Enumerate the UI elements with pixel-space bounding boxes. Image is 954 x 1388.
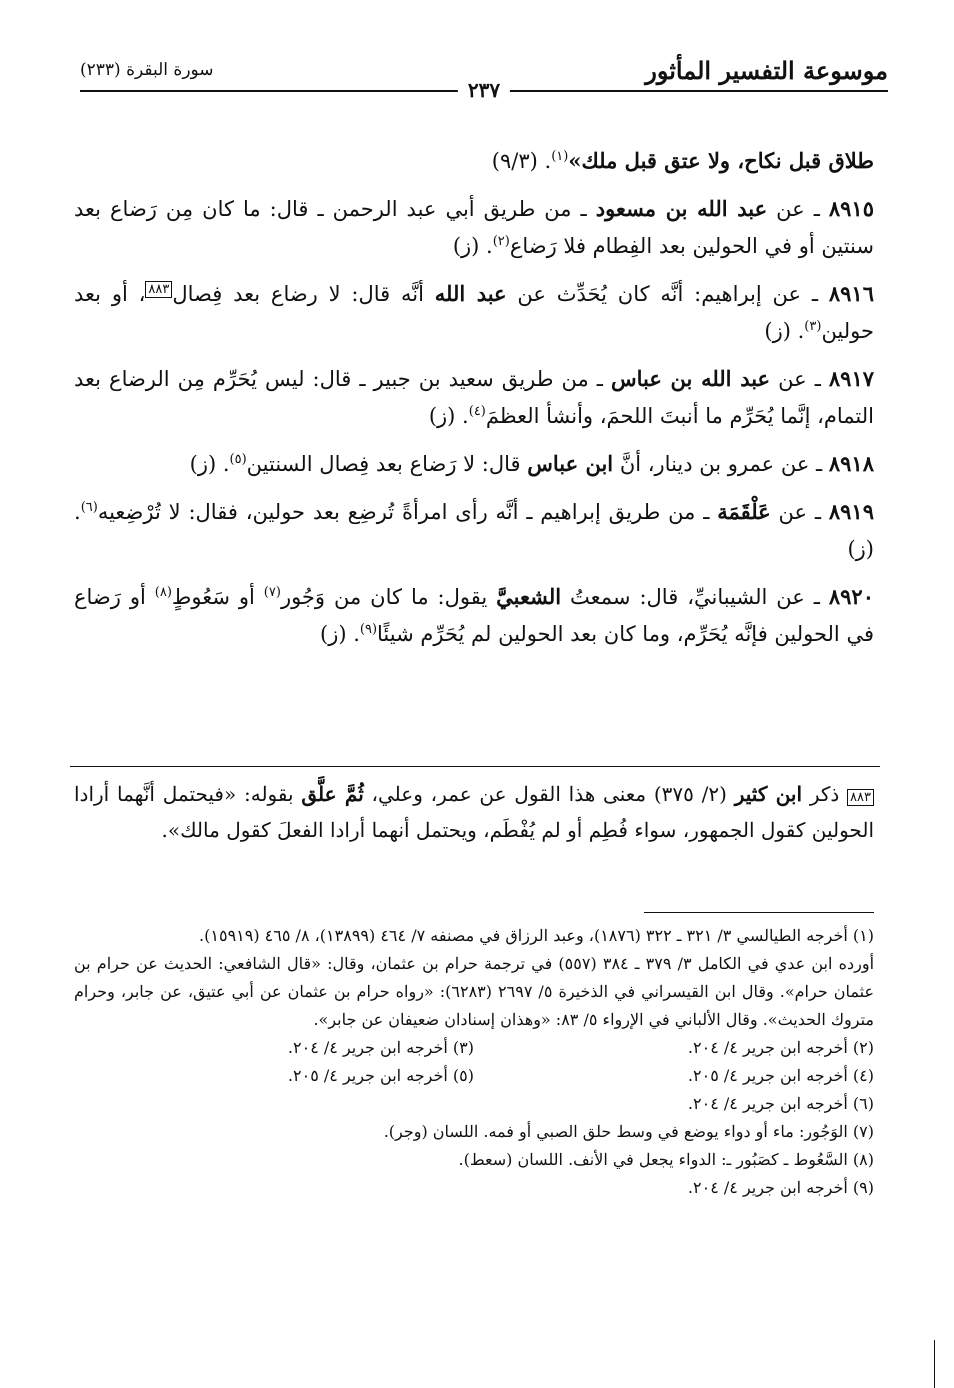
narration-8916	[74, 275, 874, 350]
p1-pre: ـ عن	[767, 197, 829, 221]
narration-8918	[74, 445, 874, 483]
footnote-7: (٧) الوَجُور: ماء أو دواء يوضع في وسط حلق الصبي أو فمه. اللسان (وجر).	[383, 1122, 874, 1141]
p0-ref: . (٩/٣)	[491, 149, 552, 173]
p2-ref: . (ز)	[764, 319, 805, 343]
p3-text: ـ من طريق سعيد بن جبير ـ قال: ليس يُحَرِّم مِن الرضاع بعد التمام، إنَّما يُحَرِّم ما أنبتَ اللحمَ، وأنشأ العظمَ	[74, 367, 874, 428]
p5-footnote-ref: (٦)	[80, 500, 98, 515]
page-header	[80, 54, 888, 102]
comment-text1: (٢/ ٣٧٥) معنى هذا القول عن عمر، وعلي،	[363, 782, 735, 806]
footnote-row	[74, 1034, 874, 1062]
footnote-1: (١) أخرجه الطيالسي ٣/ ٣٢١ ـ ٣٢٢ (١٨٧٦)، وعبد الرزاق في مصنفه ٧/ ٤٦٤ (١٣٨٩٩)، ٨/ ٤٦٥ (١٥٩١٩).	[199, 926, 874, 945]
p6-text3: أو رَضاع في الحولين فإنَّه يُحَرِّم، وما كان بعد الحولين لم يُحَرِّم شيئًا	[74, 585, 874, 646]
p6-text1: يقول: ما كان من وَجُور	[280, 585, 497, 609]
main-text	[74, 142, 874, 663]
footnote-3: (٣) أخرجه ابن جرير ٤/ ٢٠٤.	[287, 1038, 474, 1057]
narration-8917	[74, 360, 874, 435]
page-number: ٢٣٧	[458, 78, 510, 102]
narration-number: ٨٩١٥	[828, 196, 874, 221]
narration-8920	[74, 578, 874, 653]
p6-footnote-ref-2: (٨)	[154, 585, 172, 600]
footnote-rule	[644, 912, 874, 913]
p4-footnote-ref: (٥)	[229, 452, 247, 467]
p6-pre: ـ عن الشيبانيِّ، قال: سمعتُ	[561, 585, 829, 609]
p5-pre: ـ عن	[770, 500, 829, 524]
p3-ref: . (ز)	[428, 404, 469, 428]
narrator-name: الشعبيَّ	[496, 584, 562, 609]
p6-footnote-ref-3: (٩)	[359, 622, 378, 637]
surah-title: سورة البقرة (٢٣٣)	[80, 60, 214, 80]
narration-number: ٨٩١٨	[828, 451, 874, 476]
footnote-9: (٩) أخرجه ابن جرير ٤/ ٢٠٤.	[687, 1178, 874, 1197]
commentary-marker: ٨٨٣	[145, 281, 172, 298]
narrator-name: عبد الله	[434, 281, 507, 306]
p6-ref: . (ز)	[320, 622, 360, 646]
narration-8919	[74, 493, 874, 568]
footnotes	[74, 922, 874, 1202]
commentary	[74, 776, 874, 848]
commentary-rule	[70, 766, 880, 767]
p2-footnote-ref: (٣)	[804, 319, 822, 334]
narrator-name: عَلْقَمَة	[717, 499, 771, 524]
paragraph-0	[74, 142, 874, 180]
footnote-8: (٨) السَّعُوط ـ كصَبُور ـ: الدواء يجعل في الأنف. اللسان (سعط).	[458, 1150, 874, 1169]
commentary-author: ابن كثير	[734, 782, 803, 806]
p0-text: طلاق قبل نكاح، ولا عتق قبل ملك»	[568, 148, 874, 173]
comment-pre: ذكر	[802, 782, 848, 806]
p6-text2: أو سَعُوطٍ	[171, 585, 264, 609]
narration-number: ٨٩١٧	[828, 366, 875, 391]
p3-pre: ـ عن	[770, 367, 829, 391]
p1-footnote-ref: (٢)	[492, 234, 510, 249]
p4-pre: ـ عن عمرو بن دينار، أنَّ	[613, 452, 829, 476]
p4-ref: . (ز)	[189, 452, 230, 476]
book-title: موسوعة التفسير المأثور	[645, 56, 888, 85]
footnote-2: (٢) أخرجه ابن جرير ٤/ ٢٠٤.	[687, 1038, 874, 1057]
margin-line	[934, 1340, 935, 1388]
narration-8915	[74, 190, 874, 265]
p2-text1: أنَّه قال: لا رضاع بعد فِصال	[172, 282, 435, 306]
p5-ref: . (ز)	[74, 500, 874, 561]
p3-footnote-ref: (٤)	[468, 404, 486, 419]
commentary-number: ٨٨٣	[847, 789, 874, 806]
narration-number: ٨٩١٩	[828, 499, 874, 524]
comment-text2: بقوله: «فيحتمل أنَّهما أرادا الحولين كقول الجمهور، سواء فُطِم أو لم يُفْطَم، ويحتمل أنهما أرادا الفعلَ كقول مالك».	[74, 782, 874, 842]
p2-text2: ، أو بعد حولين	[74, 282, 874, 343]
p5-text: ـ من طريق إبراهيم ـ أنَّه رأى امرأةً تُرضِع بعد حولين، فقال: لا تُرْضِعيه	[97, 500, 718, 524]
narrator-name: ابن عباس	[527, 451, 614, 476]
footnote-6: (٦) أخرجه ابن جرير ٤/ ٢٠٤.	[687, 1094, 874, 1113]
comment-bold: ثُمَّ علَّق	[301, 782, 364, 806]
narrator-name: عبد الله بن مسعود	[595, 196, 768, 221]
narration-number: ٨٩٢٠	[828, 584, 874, 609]
p4-text: قال: لا رَضاع بعد فِصال السنتين	[246, 452, 528, 476]
footnote-4: (٤) أخرجه ابن جرير ٤/ ٢٠٥.	[687, 1066, 874, 1085]
narration-number: ٨٩١٦	[828, 281, 874, 306]
p1-text: ـ من طريق أبي عبد الرحمن ـ قال: ما كان مِن رَضاع بعد سنتين أو في الحولين بعد الفِطام فلا رَضاع	[74, 197, 874, 258]
footnote-5: (٥) أخرجه ابن جرير ٤/ ٢٠٥.	[287, 1066, 474, 1085]
narrator-name: عبد الله بن عباس	[610, 366, 771, 391]
footnote-1-continued: أورده ابن عدي في الكامل ٣/ ٣٧٩ ـ ٣٨٤ (٥٥٧) في ترجمة حرام بن عثمان، وقال: «قال الشافعي: الحديث عن حرام بن عثمان حرام». وقال ابن القيسراني في الذخيرة ٥/ ٢٦٩٧ (٦٢٨٣): «رواه حرام بن عثمان عن أبي عتيق، عن جابر، وحرام متروك الحديث». وقال الألباني في الإرواء ٥/ ٨٣: «وهذان إسنادان ضعيفان عن جابر».	[74, 954, 875, 1029]
p2-pre: ـ عن إبراهيم: أنَّه كان يُحَدِّث عن	[506, 282, 829, 306]
footnote-row	[74, 1062, 874, 1090]
p0-footnote-ref: (١)	[551, 149, 569, 164]
p1-ref: . (ز)	[452, 234, 493, 258]
p6-footnote-ref-1: (٧)	[263, 585, 281, 600]
